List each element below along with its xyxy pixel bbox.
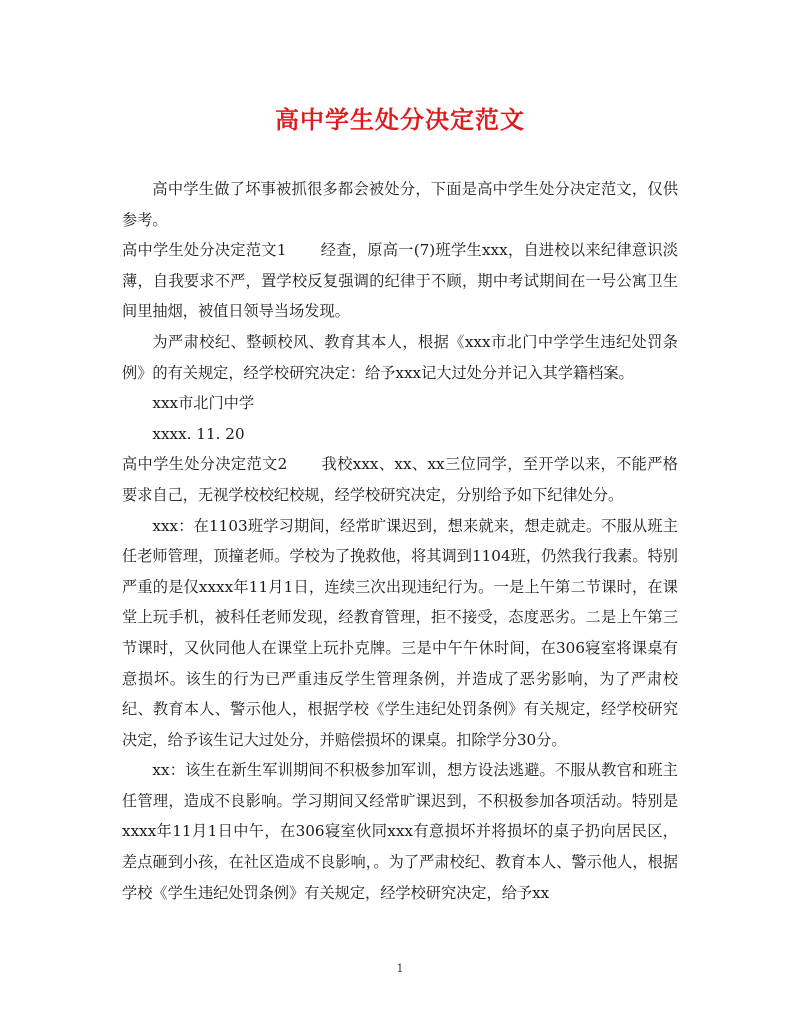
sample1-date: xxxx. 11. 20	[152, 424, 245, 443]
sample1-heading: 高中学生处分决定范文1	[122, 241, 287, 260]
document-body	[122, 174, 678, 908]
sample2-paragraph	[122, 449, 678, 510]
sample2-heading: 高中学生处分决定范文2	[122, 455, 288, 474]
student2-paragraph: xx：该生在新生军训期间不积极参加军训，想方设法逃避。不服从教官和班主任管理，造成不良影响。学习期间又经常旷课迟到，不积极参加各项活动。特别是xxxx年11月1日中午，在306寝室伙同xxx有意损坏并将损坏的桌子扔向居民区，差点砸到小孩，在社区造成不良影响，。为了严肃校纪、教育本人、警示他人，根据学校《学生违纪处罚条例》有关规定，经学校研究决定，给予xx	[122, 761, 678, 902]
document-title: 高中学生处分决定范文	[275, 105, 525, 134]
page-number: 1	[396, 962, 404, 975]
sample1-decision: 为严肃校纪、整顿校风、教育其本人，根据《xxx市北门中学学生违纪处罚条例》的有关规定，经学校研究决定：给予xxx记大过处分并记入其学籍档案。	[122, 332, 678, 382]
sample1-paragraph	[122, 235, 678, 327]
sample1-body: 经查，原高一(7)班学生xxx，自进校以来纪律意识淡薄，自我要求不严，置学校反复强调的纪律于不顾，期中考试期间在一号公寓卫生间里抽烟，被值日领导当场发现。	[122, 241, 678, 321]
sample1-signature: xxx市北门中学	[152, 394, 255, 413]
student1-paragraph: xxx：在1103班学习期间，经常旷课迟到，想来就来，想走就走。不服从班主任老师管理，顶撞老师。学校为了挽救他，将其调到1104班，仍然我行我素。特别严重的是仅xxxx年11月1日，连续三次出现违纪行为。一是上午第二节课时，在课堂上玩手机，被科任老师发现，经教育管理，拒不接受，态度恶劣。二是上午第三节课时，又伙同他人在课堂上玩扑克牌。三是中午午休时间，在306寝室将课桌有意损坏。该生的行为已严重违反学生管理条例，并造成了恶劣影响，为了严肃校纪、教育本人、警示他人，根据学校《学生违纪处罚条例》有关规定，经学校研究决定，给予该生记大过处分，并赔偿损坏的课桌。扣除学分30分。	[122, 516, 678, 749]
sample2-body: 我校xxx、xx、xx三位同学，至开学以来，不能严格要求自己，无视学校校纪校规，经学校研究决定，分别给予如下纪律处分。	[122, 455, 678, 504]
intro-paragraph: 高中学生做了坏事被抓很多都会被处分，下面是高中学生处分决定范文，仅供参考。	[122, 180, 678, 229]
